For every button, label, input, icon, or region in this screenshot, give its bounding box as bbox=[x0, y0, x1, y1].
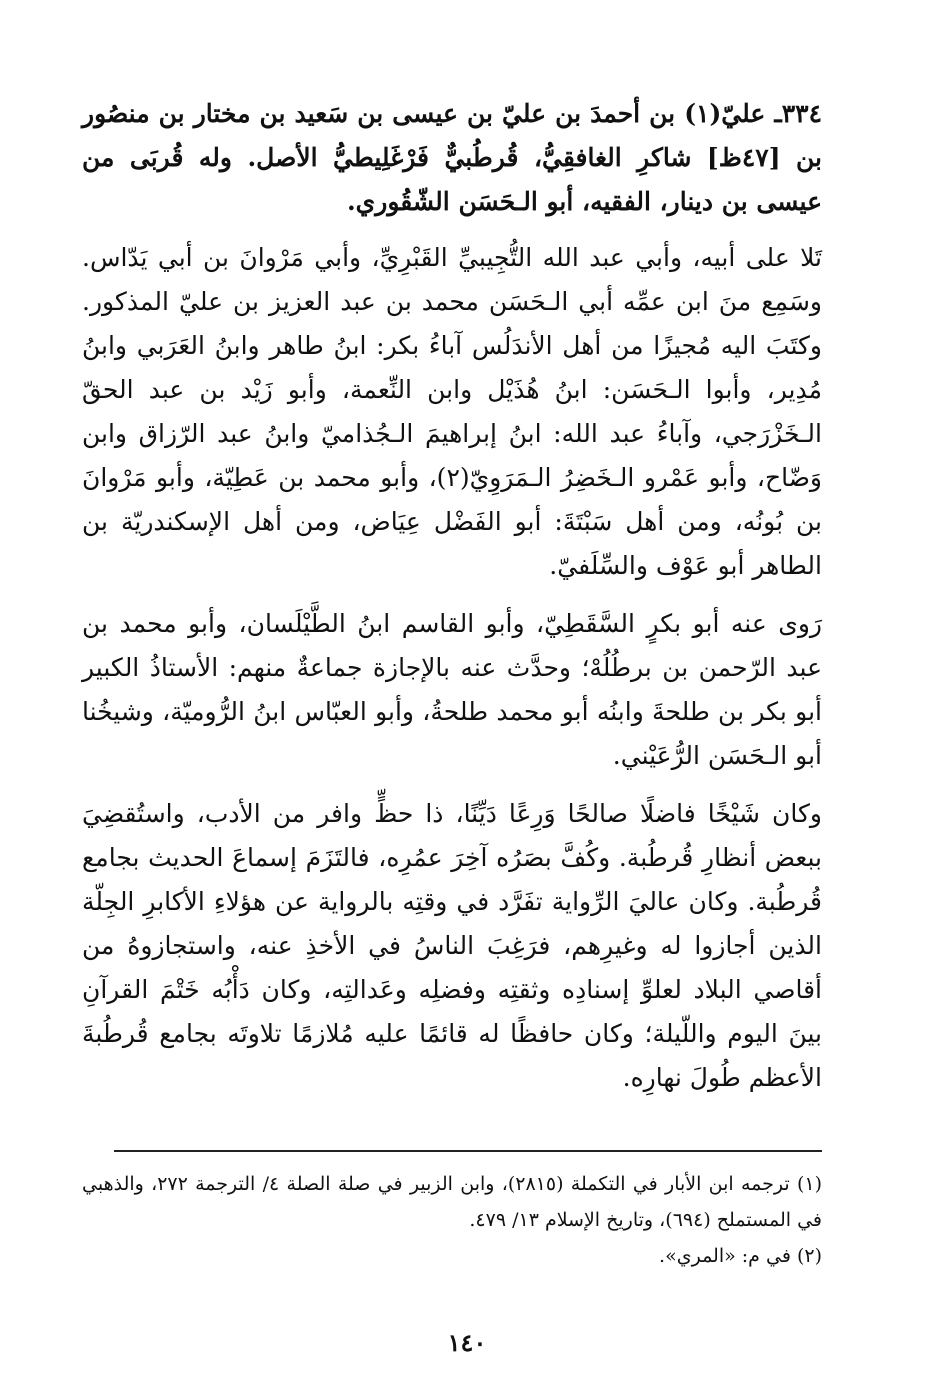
footnote-divider bbox=[114, 1150, 822, 1152]
paragraph-students: رَوى عنه أبو بكرٍ السَّقَطِيّ، وأبو القاسم ابنُ الطَّيْلَسان، وأبو محمد بن عبد الرّحمن بن برطُلُهْ؛ وحدَّث عنه بالإجازة جماعةٌ منهم: الأستاذُ الكبير أبو بكر بن طلحةَ وابنُه أبو محمد طلحةُ، وأبو العبّاس ابنُ الرُّوميّة، وشيخُنا أبو الـحَسَن الرُّعَيْني. bbox=[82, 609, 822, 770]
footnotes bbox=[82, 1166, 822, 1274]
footnote-2: (٢) في م: «المري». bbox=[659, 1245, 822, 1267]
paragraph-biography: وكان شَيْخًا فاضلًا صالحًا وَرِعًا دَيِّنًا، ذا حظٍّ وافر من الأدب، واستُقضِيَ ببعض أنظارِ قُرطُبة. وكُفَّ بصَرُه آخِرَ عمُرِه، فالتَزَمَ إسماعَ الحديث بجامع قُرطُبة. وكان عاليَ الرِّواية تفَرَّد في وقتِه بالرواية عن هؤلاءِ الأكابرِ الجِلّة الذين أجازوا له وغيرِهم، فرَغِبَ الناسُ في الأخذِ عنه، واستجازوهُ من أقاصي البلاد لعلوِّ إسنادِه وثقتِه وفضلِه وعَدالتِه، وكان دَأْبُه خَتْمَ القرآنِ بينَ اليوم واللّيلة؛ وكان حافظًا له قائمًا عليه مُلازمًا تلاوتَه بجامع قُرطُبةَ الأعظم طُولَ نهارِه. bbox=[82, 799, 822, 1092]
entry-heading: ٣٣٤ـ عليّ(١) بن أحمدَ بن عليّ بن عيسى بن سَعيد بن مختار بن منصُور بن [٤٧ظ] شاكرِ الغافقِيُّ، قُرطُبيٌّ فَرْغَلِيطيُّ الأصل. وله قُربَى من عيسى بن دينار، الفقيه، أبو الـحَسَن الشّقُوري. bbox=[82, 99, 823, 216]
main-text bbox=[82, 92, 822, 1114]
page-number: ١٤٠ bbox=[447, 1328, 487, 1357]
paragraph-teachers: تَلا على أبيه، وأبي عبد الله التُّجِيبيِّ القَبْرِيِّ، وأبي مَرْوانَ بن أبي يَدّاس. وسَمِع منَ ابن عمِّه أبي الـحَسَن محمد بن عبد العزيز بن عليّ المذكور. وكتَبَ اليه مُجيزًا من أهل الأندَلُس آباءُ بكر: ابنُ طاهر وابنُ العَرَبي وابنُ مُدِير، وأبوا الـحَسَن: ابنُ هُذَيْل وابن النِّعمة، وأبو زَيْد بن عبد الحقّ الـخَزْرَجي، وآباءُ عبد الله: ابنُ إبراهيمَ الـجُذاميّ وابنُ عبد الرّزاق وابن وَضّاح، وأبو عَمْرو الـخَضِرُ الـمَرَوِيّ(٢)، وأبو محمد بن عَطِيّة، وأبو مَرْوانَ بن بُونُه، ومن أهل سَبْتَةَ: أبو الفَضْل عِيَاض، ومن أهل الإسكندريّة بن الطاهر أبو عَوْف والسِّلَفيّ. bbox=[82, 243, 822, 580]
footnote-1: (١) ترجمه ابن الأبار في التكملة (٢٨١٥)، وابن الزبير في صلة الصلة ٤/ الترجمة ٢٧٢، والذهبي في المستملح (٦٩٤)، وتاريخ الإسلام ١٣/ ٤٧٩. bbox=[82, 1173, 822, 1231]
